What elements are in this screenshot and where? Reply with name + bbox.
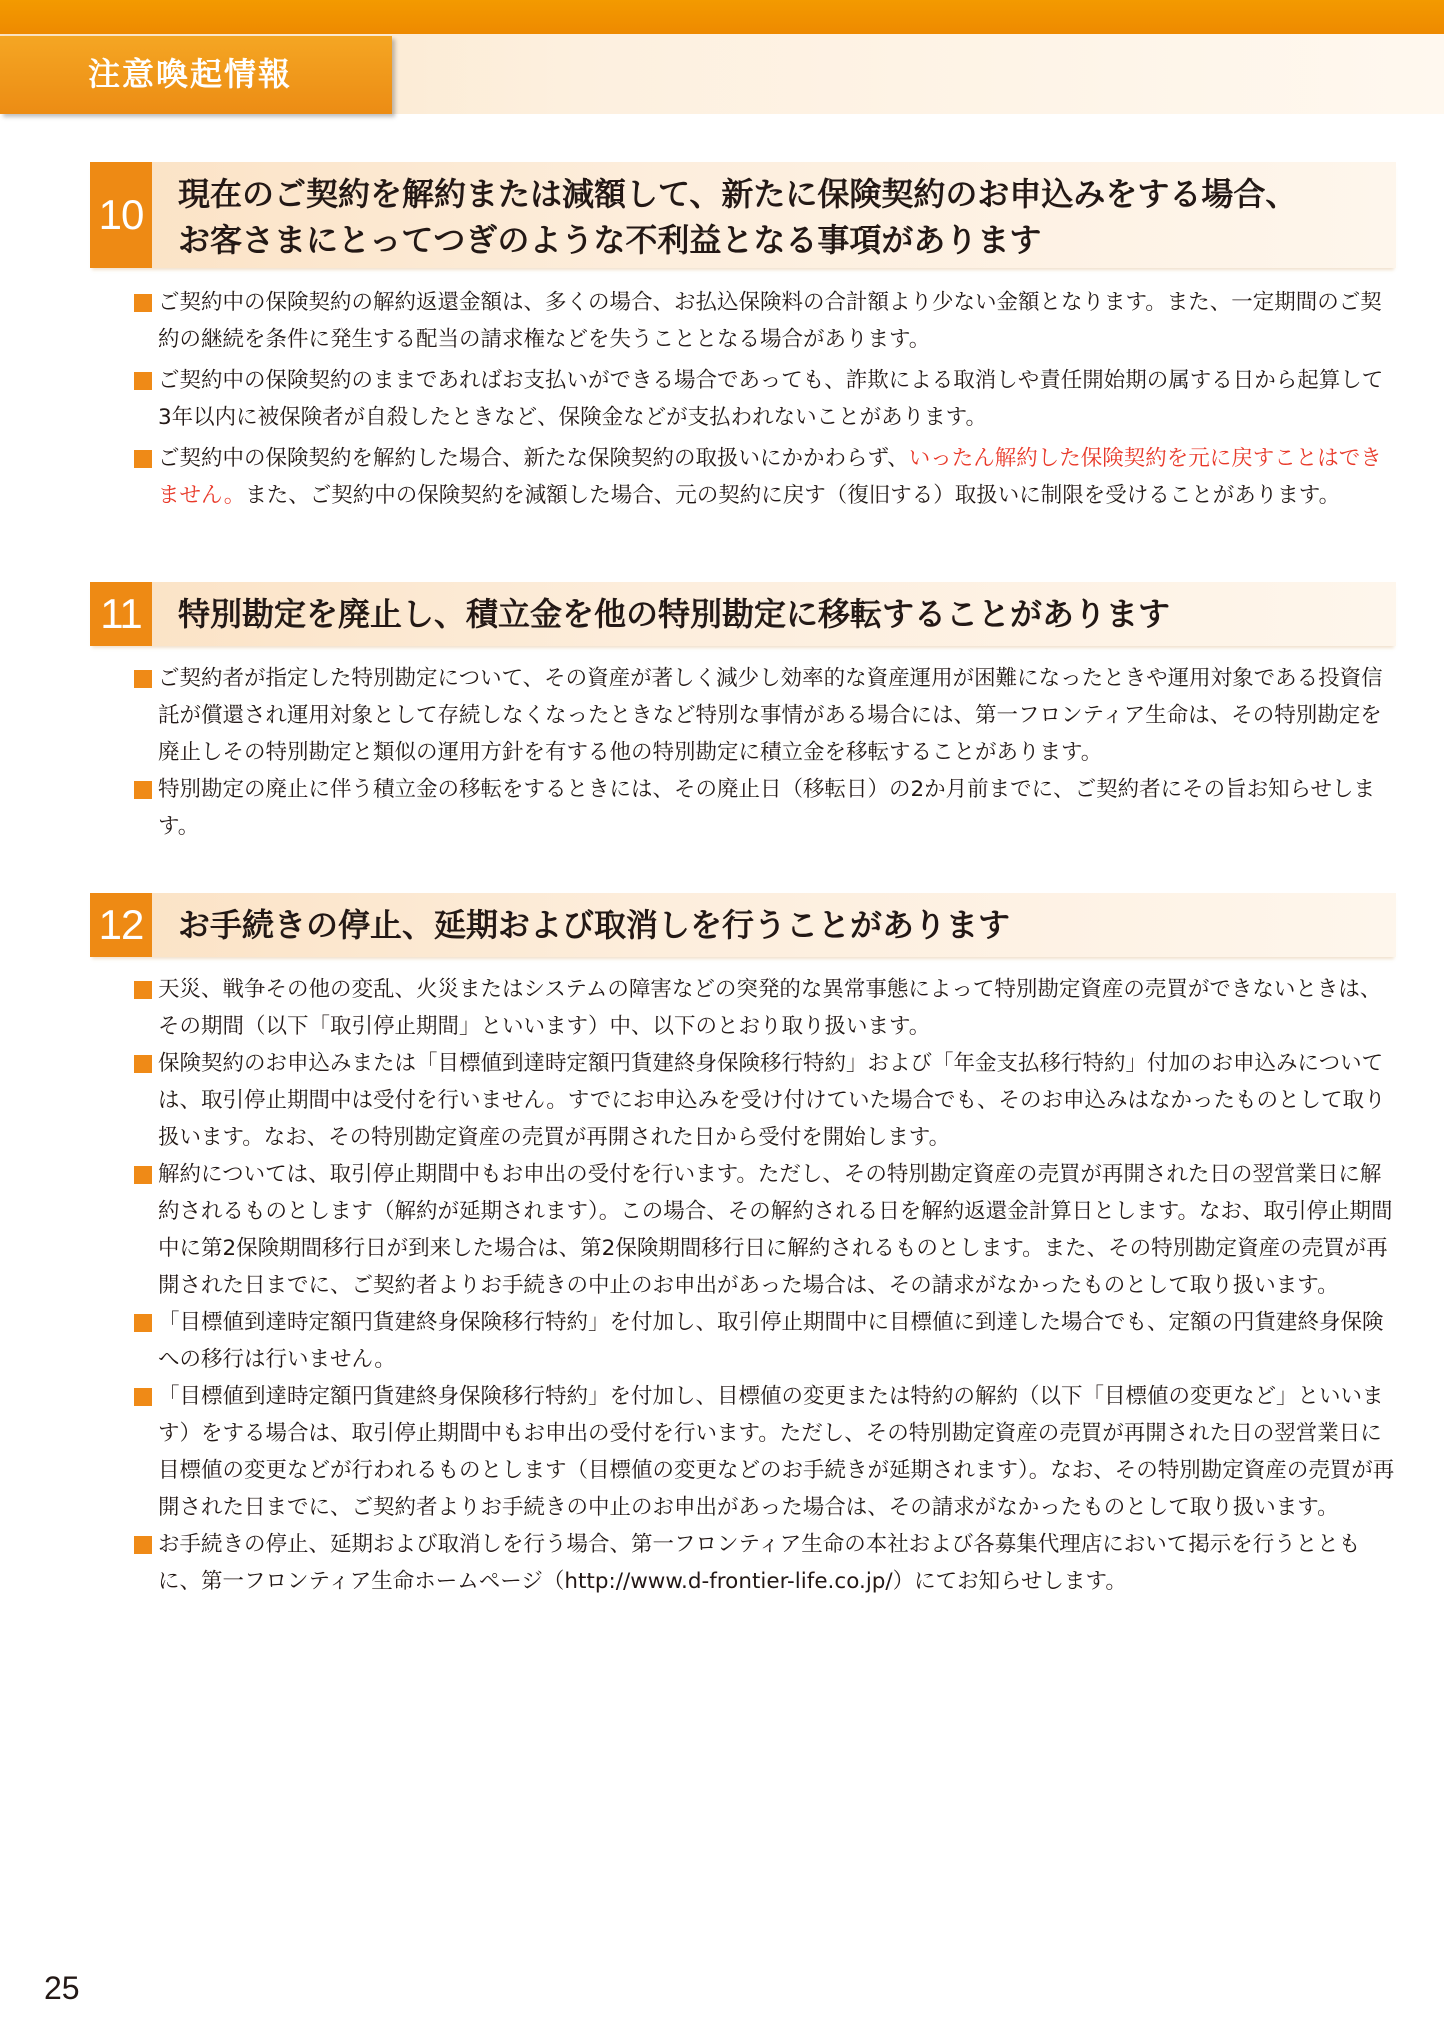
list-item xyxy=(90,440,1396,514)
bullet-square-icon xyxy=(134,372,152,390)
list-item xyxy=(90,1378,1396,1526)
list-item-text: ご契約中の保険契約のままであればお支払いができる場合であっても、詐欺による取消しや責任開始期の属する日から起算して3年以内に被保険者が自殺したときなど、保険金などが支払われないことがあります。 xyxy=(158,368,1384,430)
list-item-text: 保険契約のお申込みまたは「目標値到達時定額円貨建終身保険移行特約」および「年金支払移行特約」付加のお申込みについては、取引停止期間中は受付を行いません。すでにお申込みを受け付けていた場合でも、そのお申込みはなかったものとして取り扱います。なお、その特別勘定資産の売買が再開された日から受付を開始します。 xyxy=(158,1051,1386,1150)
bullet-square-icon xyxy=(134,781,152,799)
list-item-text: 「目標値到達時定額円貨建終身保険移行特約」を付加し、取引停止期間中に目標値に到達した場合でも、定額の円貨建終身保険への移行は行いません。 xyxy=(158,1310,1384,1372)
top-orange-bar xyxy=(0,0,1444,34)
bullet-square-icon xyxy=(134,1536,152,1554)
bullet-square-icon xyxy=(134,294,152,312)
section-10-list xyxy=(90,284,1396,514)
page-number: 25 xyxy=(44,1970,80,2006)
section-11-header xyxy=(90,582,1396,646)
list-item-text-before: ご契約中の保険契約を解約した場合、新たな保険契約の取扱いにかかわらず、 xyxy=(158,446,909,471)
section-10-header xyxy=(90,162,1396,268)
list-item-text: ご契約中の保険契約の解約返還金額は、多くの場合、お払込保険料の合計額より少ない金額となります。また、一定期間のご契約の継続を条件に発生する配当の請求権などを失うこととなる場合があります。 xyxy=(158,290,1382,352)
list-item-text: 解約については、取引停止期間中もお申出の受付を行います。ただし、その特別勘定資産の売買が再開された日の翌営業日に解約されるものとします（解約が延期されます）。この場合、その解約される日を解約返還金計算日とします。なお、取引停止期間中に第2保険期間移行日が到来した場合は、第2保険期間移行日に解約されるものとします。また、その特別勘定資産の売買が再開された日までに、ご契約者よりお手続きの中止のお申出があった場合は、その請求がなかったものとして取り扱います。 xyxy=(158,1162,1393,1298)
list-item xyxy=(90,1526,1396,1600)
list-item xyxy=(90,1156,1396,1304)
bullet-square-icon xyxy=(134,981,152,999)
section-12-list xyxy=(90,971,1396,1600)
list-item-text: 特別勘定の廃止に伴う積立金の移転をするときには、その廃止日（移転日）の2か月前までに、ご契約者にその旨お知らせします。 xyxy=(158,777,1376,839)
bullet-square-icon xyxy=(134,1388,152,1406)
list-item-text: 天災、戦争その他の変乱、火災またはシステムの障害などの突発的な異常事態によって特別勘定資産の売買ができないときは、その期間（以下「取引停止期間」といいます）中、以下のとおり取り扱います。 xyxy=(158,977,1382,1039)
list-item-text: お手続きの停止、延期および取消しを行う場合、第一フロンティア生命の本社および各募集代理店において掲示を行うとともに、第一フロンティア生命ホームページ（http://www.d-frontier-life.co.jp/）にてお知らせします。 xyxy=(158,1532,1361,1594)
list-item xyxy=(90,362,1396,436)
section-10-number: 10 xyxy=(90,162,152,268)
list-item xyxy=(90,971,1396,1045)
list-item-text-emphasis: いったん解約した保険契約を元に戻すことはできません。 xyxy=(158,446,1382,508)
list-item-text: ご契約者が指定した特別勘定について、その資産が著しく減少し効率的な資産運用が困難になったときや運用対象である投資信託が償還され運用対象として存続しなくなったときなど特別な事情がある場合には、第一フロンティア生命は、その特別勘定を廃止しその特別勘定と類似の運用方針を有する他の特別勘定に積立金を移転することがあります。 xyxy=(158,666,1383,765)
list-item xyxy=(90,284,1396,358)
section-10-title-line1: 現在のご契約を解約または減額して、新たに保険契約のお申込みをする場合、 xyxy=(178,175,1298,213)
section-12-title: お手続きの停止、延期および取消しを行うことがあります xyxy=(178,906,1011,944)
list-item xyxy=(90,1304,1396,1378)
list-item xyxy=(90,771,1396,845)
bullet-square-icon xyxy=(134,1055,152,1073)
section-11-title: 特別勘定を廃止し、積立金を他の特別勘定に移転することがあります xyxy=(178,595,1171,633)
list-item xyxy=(90,660,1396,771)
section-12-header xyxy=(90,893,1396,957)
list-item-text-after: また、ご契約中の保険契約を減額した場合、元の契約に戻す（復旧する）取扱いに制限を受けることがあります。 xyxy=(245,483,1341,508)
section-11 xyxy=(90,582,1396,845)
bullet-square-icon xyxy=(134,1166,152,1184)
header-tab xyxy=(0,36,392,114)
section-11-number: 11 xyxy=(90,582,152,646)
bullet-square-icon xyxy=(134,1314,152,1332)
section-12-number: 12 xyxy=(90,893,152,957)
section-10 xyxy=(90,162,1396,514)
section-10-title-line2: お客さまにとってつぎのような不利益となる事項があります xyxy=(178,221,1042,259)
section-11-list xyxy=(90,660,1396,845)
list-item-text xyxy=(158,440,1396,514)
header-tab-label: 注意喚起情報 xyxy=(88,55,293,93)
bullet-square-icon xyxy=(134,670,152,688)
section-12 xyxy=(90,893,1396,1600)
list-item-text: 「目標値到達時定額円貨建終身保険移行特約」を付加し、目標値の変更または特約の解約（以下「目標値の変更など」といいます）をする場合は、取引停止期間中もお申出の受付を行います。ただし、その特別勘定資産の売買が再開された日の翌営業日に目標値の変更などが行われるものとします（目標値の変更などのお手続きが延期されます）。なお、その特別勘定資産の売買が再開された日までに、ご契約者よりお手続きの中止のお申出があった場合は、その請求がなかったものとして取り扱います。 xyxy=(158,1384,1395,1520)
list-item xyxy=(90,1045,1396,1156)
bullet-square-icon xyxy=(134,450,152,468)
